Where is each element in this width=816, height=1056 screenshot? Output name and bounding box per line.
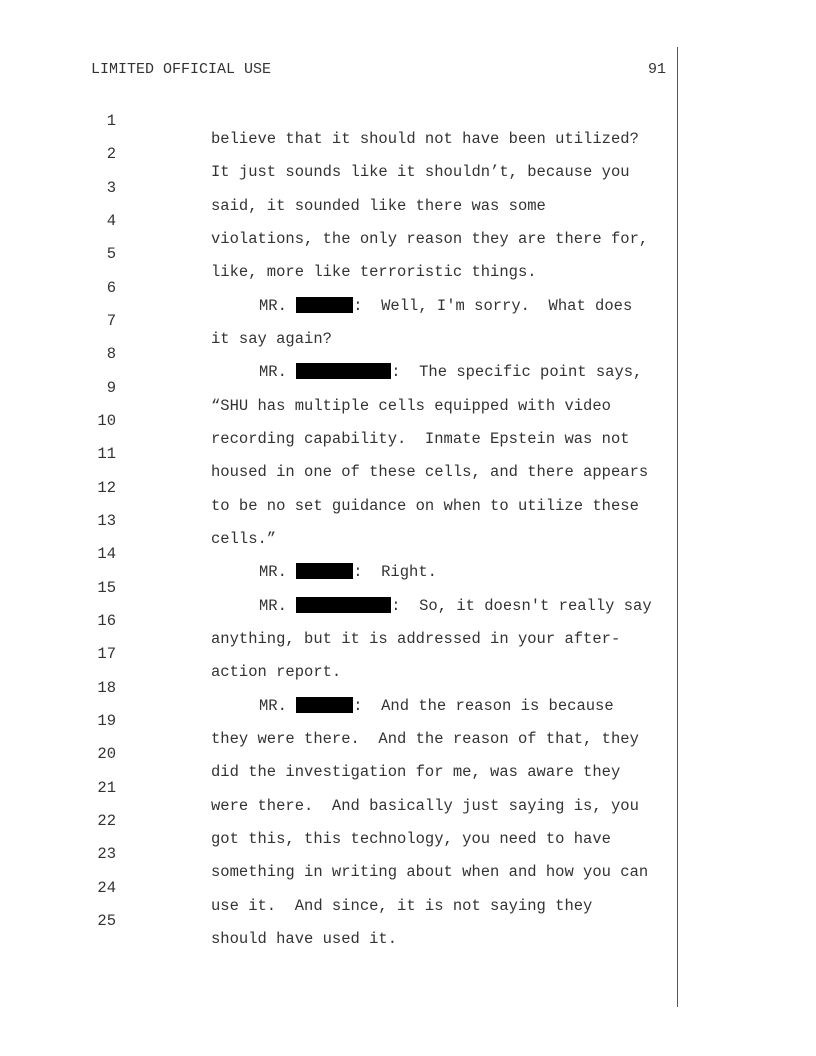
speaker-prefix: MR.	[259, 363, 297, 381]
speaker-prefix: MR.	[259, 297, 297, 315]
line-text: were there. And basically just saying is, you	[211, 797, 639, 815]
line-number: 13	[97, 512, 116, 530]
right-margin-rule	[677, 47, 678, 1007]
line-number: 9	[106, 379, 116, 397]
line-text: : So, it doesn't really say	[391, 597, 652, 615]
speaker-prefix: MR.	[259, 563, 297, 581]
line-number: 5	[106, 245, 116, 263]
line-text: : The specific point says,	[391, 363, 643, 381]
line-number: 11	[97, 445, 116, 463]
transcript-line	[0, 94, 639, 148]
line-number: 24	[97, 879, 116, 897]
line-text: violations, the only reason they are there for,	[211, 230, 649, 248]
redaction-block	[296, 363, 391, 379]
line-text: “SHU has multiple cells equipped with video	[211, 397, 611, 415]
line-text: something in writing about when and how you can	[211, 863, 649, 881]
redaction-block	[296, 697, 353, 713]
classification-label: LIMITED OFFICIAL USE	[91, 61, 272, 78]
line-text: it say again?	[211, 330, 332, 348]
transcript-line	[0, 894, 398, 948]
line-number: 18	[97, 679, 116, 697]
line-text: It just sounds like it shouldn’t, because you	[211, 163, 630, 181]
line-text: anything, but it is addressed in your after-	[211, 630, 621, 648]
line-text: action report.	[211, 663, 342, 681]
line-number: 17	[97, 645, 116, 663]
line-text: said, it sounded like there was some	[211, 197, 546, 215]
line-text: should have used it.	[211, 930, 398, 948]
line-number: 6	[106, 279, 116, 297]
speaker-prefix: MR.	[259, 697, 297, 715]
line-text: recording capability. Inmate Epstein was not	[211, 430, 630, 448]
line-number: 23	[97, 845, 116, 863]
line-number: 19	[97, 712, 116, 730]
line-text: to be no set guidance on when to utilize these	[211, 497, 639, 515]
speaker-line	[259, 597, 652, 615]
redaction-block	[296, 297, 353, 313]
line-number: 3	[106, 179, 116, 197]
speaker-line	[259, 297, 632, 315]
speaker-line	[259, 363, 642, 381]
line-text: believe that it should not have been utilized?	[211, 130, 639, 148]
transcript-line	[0, 494, 277, 548]
transcript-line	[0, 627, 342, 681]
line-text: housed in one of these cells, and there appears	[211, 463, 649, 481]
line-number: 15	[97, 579, 116, 597]
line-number: 8	[106, 345, 116, 363]
line-number: 12	[97, 479, 116, 497]
page-number: 91	[647, 61, 666, 78]
redaction-block	[296, 563, 353, 579]
line-number: 14	[97, 545, 116, 563]
speaker-prefix: MR.	[259, 597, 297, 615]
line-text: like, more like terroristic things.	[211, 263, 537, 281]
line-number: 25	[97, 912, 116, 930]
line-text: cells.”	[211, 530, 277, 548]
speaker-line	[259, 697, 614, 715]
line-number: 16	[97, 612, 116, 630]
line-number: 20	[97, 745, 116, 763]
line-number: 21	[97, 779, 116, 797]
line-text: got this, this technology, you need to have	[211, 830, 611, 848]
line-number: 22	[97, 812, 116, 830]
line-text: use it. And since, it is not saying they	[211, 897, 593, 915]
line-text: did the investigation for me, was aware they	[211, 763, 621, 781]
line-number: 2	[106, 145, 116, 163]
line-number: 10	[97, 412, 116, 430]
speaker-line	[259, 563, 437, 581]
line-text: : Right.	[353, 563, 437, 581]
line-text: : Well, I'm sorry. What does	[353, 297, 633, 315]
page-header	[91, 61, 666, 81]
line-number: 7	[106, 312, 116, 330]
line-text: they were there. And the reason of that, they	[211, 730, 639, 748]
line-number: 4	[106, 212, 116, 230]
line-number: 1	[106, 112, 116, 130]
line-text: : And the reason is because	[353, 697, 614, 715]
redaction-block	[296, 597, 391, 613]
